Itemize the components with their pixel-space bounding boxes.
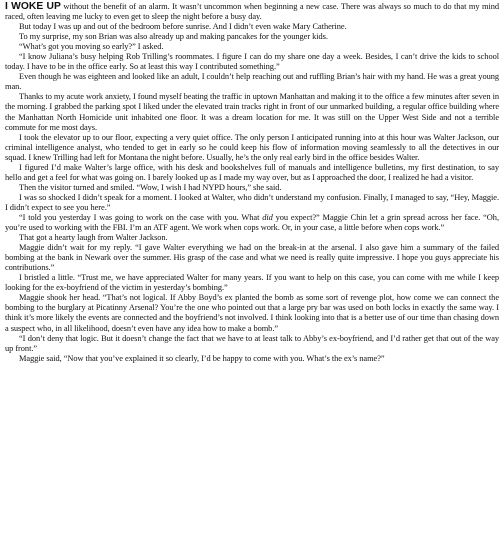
- paragraph: [5, 243, 499, 273]
- paragraph: [5, 354, 499, 364]
- paragraph: [5, 42, 499, 52]
- paragraph-text: without the benefit of an alarm. It wasn’t uncommon when beginning a new case. There was always so much to do that my mind raced, often leaving me lucky to even get to sleep the night before a busy day.: [5, 2, 499, 22]
- paragraph: [5, 163, 499, 183]
- paragraph-text: Then the visitor turned and smiled. “Wow, I wish I had NYPD hours,” she said.: [19, 182, 282, 192]
- paragraph: [5, 92, 499, 132]
- emphasized-text: did: [262, 212, 273, 222]
- paragraph-text: I bristled a little. “Trust me, we have appreciated Walter for many years. If you want to help on this case, you can come with me while I keep looking for the ex-boyfriend of the victim in yesterday’s bombing.”: [5, 273, 499, 293]
- paragraph: [5, 22, 499, 32]
- paragraph-text: “I know Juliana’s busy helping Rob Trilling’s roommates. I figure I can do my share one day a week. Besides, I can’t drive the kids to school today. I have to be in the office early. So at least this way I contributed something.”: [5, 52, 499, 72]
- paragraph: [5, 233, 499, 243]
- paragraph: [5, 72, 499, 92]
- paragraph-text: Maggie shook her head. “That’s not logical. If Abby Boyd’s ex planted the bomb as some sort of revenge plot, how come we can connect the bombing to the burglary at Picatinny Arsenal? You’re the one who pointed out that a large pry bar was used on both locks in exactly the same way. I think it’s more likely the events are connected and the boyfriend’s not involved. I think looking into that is a better use of our time than chasing down a suspect who, in all likelihood, doesn’t even have any idea how to make a bomb.”: [5, 293, 499, 333]
- paragraph-text: “What’s got you moving so early?” I asked.: [19, 42, 164, 52]
- paragraph: [5, 133, 499, 163]
- paragraph: [5, 334, 499, 354]
- paragraph: [5, 183, 499, 193]
- paragraph-text: I took the elevator up to our floor, expecting a very quiet office. The only person I anticipated running into at this hour was Walter Jackson, our criminal intelligence analyst, who tended to get in early so he could keep his flow of information moving seamlessly to all the detectives in our squad. I knew Trilling had left for Montana the night before. Usually, he’s the only real early bird in the office besides Walter.: [5, 132, 499, 162]
- paragraph-text: I figured I’d make Walter’s large office, with his desk and bookshelves full of manuals and intelligence bulletins, my first destination, to say hello and get a feel for what was going on. I barely looked up as I made my way over, but as I approached the door, I realized he had a visitor.: [5, 162, 499, 182]
- paragraph-text: you expect?” Maggie Chin let a grin spread across her face. “Oh, you’re used to working with the FBI. I’m an ATF agent. We work when cops work. Or, in your case, a little before when cops work.”: [5, 212, 499, 233]
- paragraph-text: Even though he was eighteen and looked like an adult, I couldn’t help reaching out and ruffling Brian’s hair with my hand. He was a great young man.: [5, 72, 499, 92]
- paragraph-text: I was so shocked I didn’t speak for a moment. I looked at Walter, who didn’t understand my confusion. Finally, I managed to say, “Hey, Maggie. I didn’t expect to see you here.”: [5, 192, 499, 212]
- paragraph: [5, 273, 499, 293]
- paragraph-text: Maggie didn’t wait for my reply. “I gave Walter everything we had on the break-in at the arsenal. I also gave him a summary of the failed bombing at the bank in Newark over the summer. His grasp of the case and what we need is really quite impressive. I hope you guys appreciate his contributions.”: [5, 243, 499, 273]
- paragraph-text: To my surprise, my son Brian was also already up and making pancakes for the younger kids.: [19, 32, 328, 42]
- paragraph-text: But today I was up and out of the bedroom before sunrise. And I didn’t even wake Mary Catherine.: [19, 22, 347, 32]
- chapter-opening-words: I WOKE UP: [5, 1, 61, 12]
- paragraph-text: “I told you yesterday I was going to work on the case with you. What: [19, 212, 263, 222]
- paragraph-text: Thanks to my acute work anxiety, I found myself beating the traffic in uptown Manhattan and making it to the office a few minutes after seven in the morning. I grabbed the parking spot I liked under the elevated train tracks right in front of our unmarked building, a regular office building where the Manhattan North Homicide unit inhabited one floor. It was a dream location for me. It was still on the Upper West Side and not a terrible commute for me most days.: [5, 92, 499, 132]
- paragraph: [5, 32, 499, 42]
- paragraph: [5, 213, 499, 233]
- paragraph: [5, 2, 499, 22]
- paragraph-text: That got a hearty laugh from Walter Jackson.: [19, 233, 168, 243]
- paragraph-text: Maggie said, “Now that you’ve explained it so clearly, I’d be happy to come with you. What’s the ex’s name?”: [19, 353, 385, 363]
- paragraph: [5, 293, 499, 333]
- paragraph: [5, 193, 499, 213]
- paragraph-text: “I don’t deny that logic. But it doesn’t change the fact that we have to at least talk to Abby’s ex-boyfriend, and I’d rather get that out of the way up front.”: [5, 333, 499, 353]
- paragraph: [5, 52, 499, 72]
- body-text: [5, 2, 499, 364]
